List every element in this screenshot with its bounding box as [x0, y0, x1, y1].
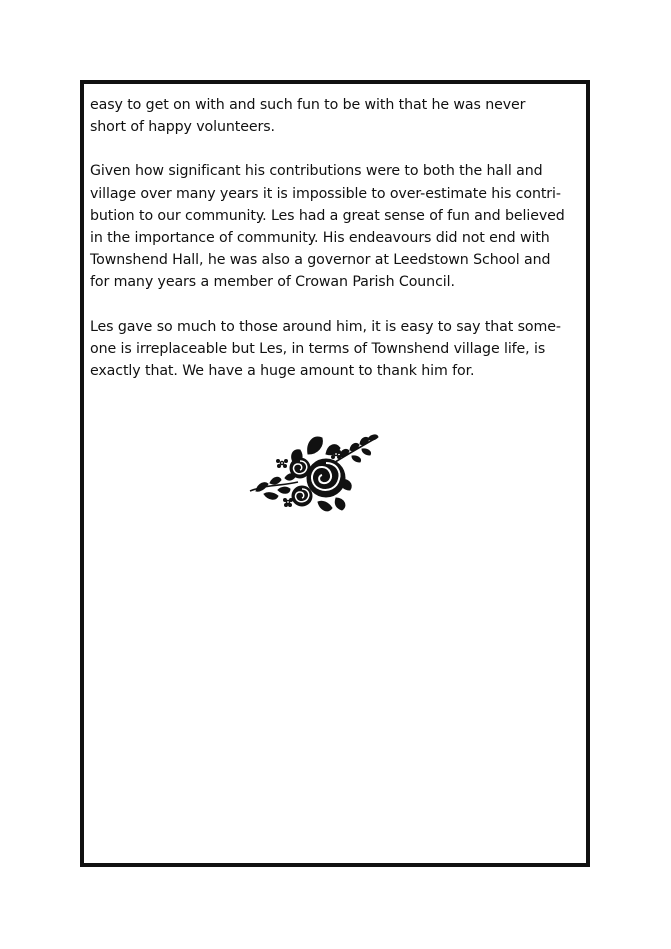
paragraph-volunteers: easy to get on with and such fun to be with that he was never short of happy volunteers. — [90, 97, 526, 136]
paragraph-thanks: Les gave so much to those around him, it is easy to say that some- one is irreplaceable but Les, in terms of Townshend village life, is exactly that. We have a huge amount to thank him for. — [90, 318, 561, 380]
page-frame — [80, 80, 590, 867]
rose-flourish-icon — [248, 434, 380, 520]
paragraph-contributions: Given how significant his contributions were to both the hall and village over many years it is impossible to over-estimate his contri- bution to our community. Les had a great sense of fun and believed in the importance of community. His endeavours did not end with Townshend Hall, he was also a governor at Leedstown School and for many years a member of Crowan Parish Council. — [90, 163, 565, 291]
article-body — [90, 94, 584, 404]
